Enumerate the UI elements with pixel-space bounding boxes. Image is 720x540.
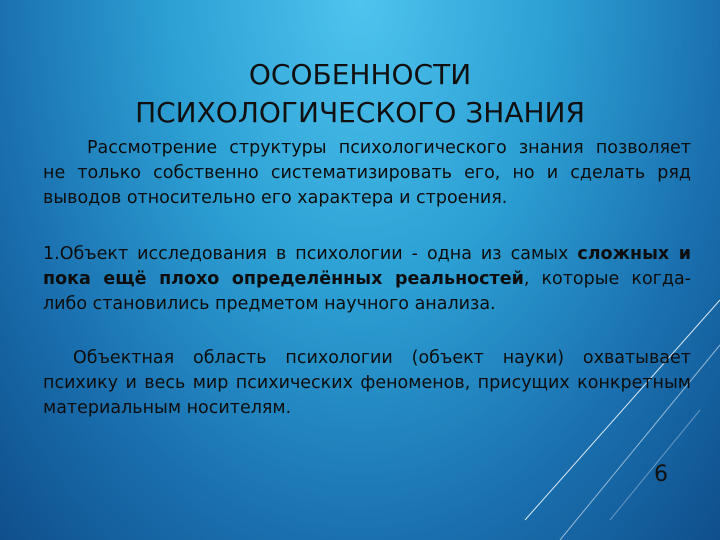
paragraph-object-start: 1.Объект исследования в психологии - одна из самых <box>43 244 578 264</box>
paragraph-object-of-study <box>43 242 691 317</box>
paragraph-object-end: , которые когда-либо становились предметом научного анализа. <box>43 269 691 314</box>
paragraph-structure: Рассмотрение структуры психологического знания позволяет не только собственно систематизировать его, но и сделать ряд выводов относительно его характера и строения. <box>43 138 691 208</box>
title-line-2: ПСИХОЛОГИЧЕСКОГО ЗНАНИЯ <box>135 96 585 129</box>
slide-title <box>0 56 720 132</box>
page-number: 6 <box>654 462 668 487</box>
paragraph-object-bold: сложных и пока ещё плохо определённых реальностей <box>43 244 691 289</box>
paragraph-object-area: Объектная область психологии (объект науки) охватывает психику и весь мир психических феноменов, присущих конкретным материальным носителям. <box>43 348 691 418</box>
title-line-1: ОСОБЕННОСТИ <box>248 58 472 91</box>
